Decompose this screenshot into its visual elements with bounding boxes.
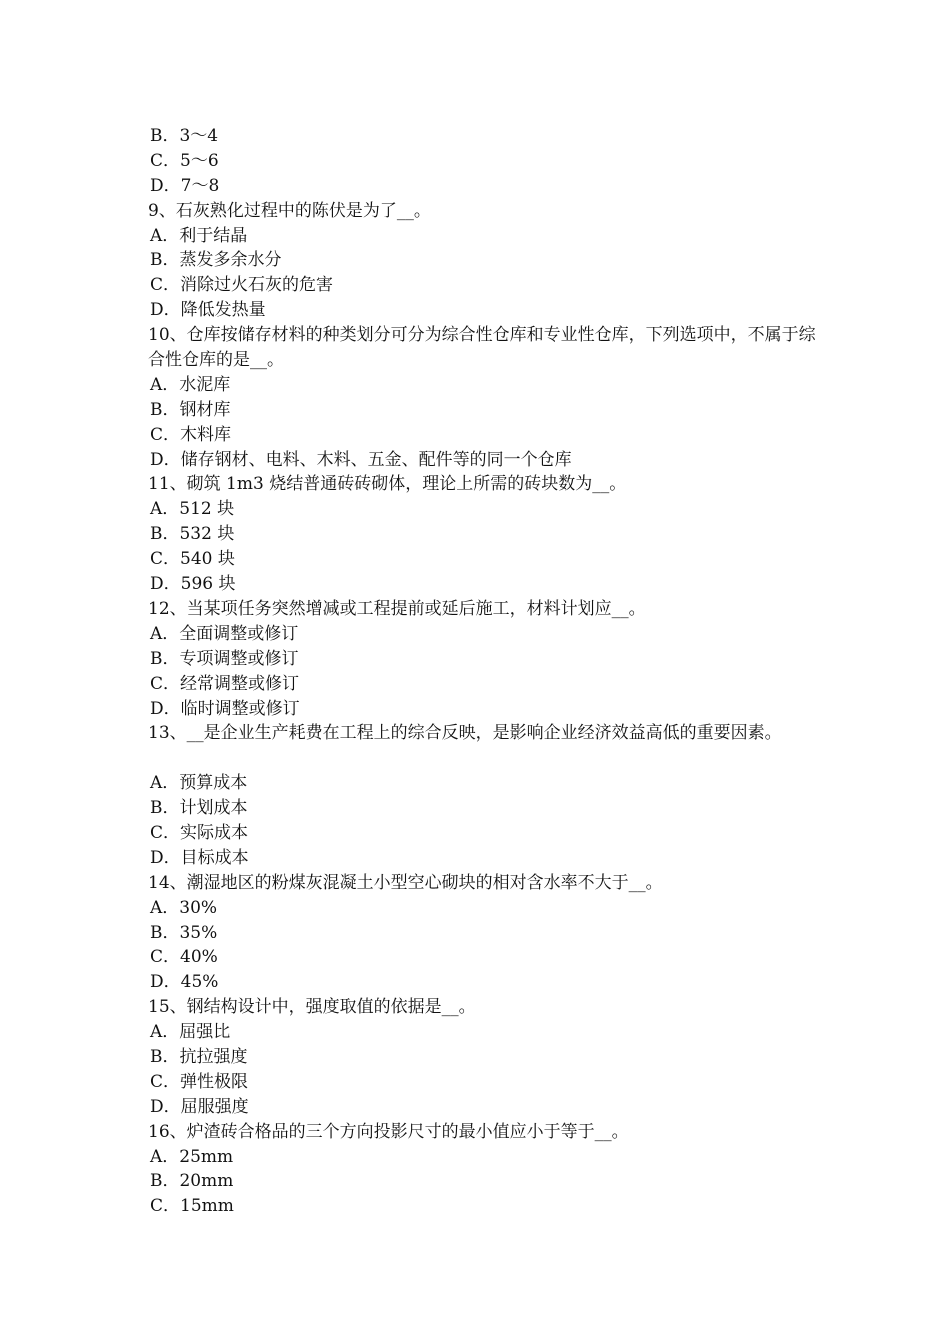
answer-option: C．木料库 [150, 424, 232, 445]
answer-option: B．3～4 [150, 126, 219, 146]
answer-option: C．消除过火石灰的危害 [150, 275, 334, 296]
answer-option: C．弹性极限 [150, 1071, 249, 1092]
question-text: 15、钢结构设计中，强度取值的依据是__。 [148, 997, 476, 1018]
answer-option: B．专项调整或修订 [150, 648, 299, 669]
answer-option: D．屈服强度 [150, 1096, 249, 1117]
answer-option: A．512 块 [150, 499, 235, 520]
answer-option: D．596 块 [150, 574, 236, 595]
answer-option: A．全面调整或修订 [150, 623, 299, 644]
question-text: 12、当某项任务突然增减或工程提前或延后施工，材料计划应__。 [148, 598, 646, 619]
answer-option: B．蒸发多余水分 [150, 250, 282, 271]
answer-option: D．降低发热量 [150, 300, 266, 321]
answer-option: C．15mm [150, 1196, 234, 1217]
document-body [148, 124, 828, 1219]
answer-option: C．5～6 [150, 150, 219, 171]
question-text: 14、潮湿地区的粉煤灰混凝土小型空心砌块的相对含水率不大于__。 [148, 872, 663, 893]
question-text: 10、仓库按储存材料的种类划分可分为综合性仓库和专业性仓库，下列选项中，不属于综合性仓库的是__。 [148, 325, 816, 371]
question-text: 16、炉渣砖合格品的三个方向投影尺寸的最小值应小于等于__。 [148, 1121, 629, 1142]
question-text: 11、砌筑 1m3 烧结普通砖砖砌体，理论上所需的砖块数为__。 [148, 474, 627, 495]
answer-option: C．540 块 [150, 549, 235, 570]
answer-option: D．45% [150, 972, 219, 993]
question-text: 13、__是企业生产耗费在工程上的综合反映，是影响企业经济效益高低的重要因素。 [148, 723, 782, 744]
answer-option: A．25mm [150, 1146, 234, 1167]
answer-option: B．钢材库 [150, 399, 231, 420]
answer-option: B．抗拉强度 [150, 1046, 248, 1067]
answer-option: A．水泥库 [150, 374, 231, 395]
answer-option: D．7～8 [150, 175, 220, 196]
answer-option: A．30% [150, 897, 218, 918]
answer-option: C．经常调整或修订 [150, 673, 300, 694]
answer-option: C．实际成本 [150, 822, 249, 843]
answer-option: B．20mm [150, 1171, 234, 1192]
answer-option: D．临时调整或修订 [150, 698, 300, 719]
answer-option: A．利于结晶 [150, 225, 248, 246]
answer-option: A．屈强比 [150, 1022, 231, 1043]
answer-option: A．预算成本 [150, 773, 248, 794]
answer-option: B．计划成本 [150, 798, 248, 819]
answer-option: D．目标成本 [150, 847, 249, 868]
question-text: 9、石灰熟化过程中的陈伏是为了__。 [148, 200, 431, 221]
answer-option: D．储存钢材、电料、木料、五金、配件等的同一个仓库 [150, 449, 572, 470]
answer-option: B．532 块 [150, 524, 235, 545]
answer-option: B．35% [150, 922, 218, 943]
answer-option: C．40% [150, 947, 218, 968]
